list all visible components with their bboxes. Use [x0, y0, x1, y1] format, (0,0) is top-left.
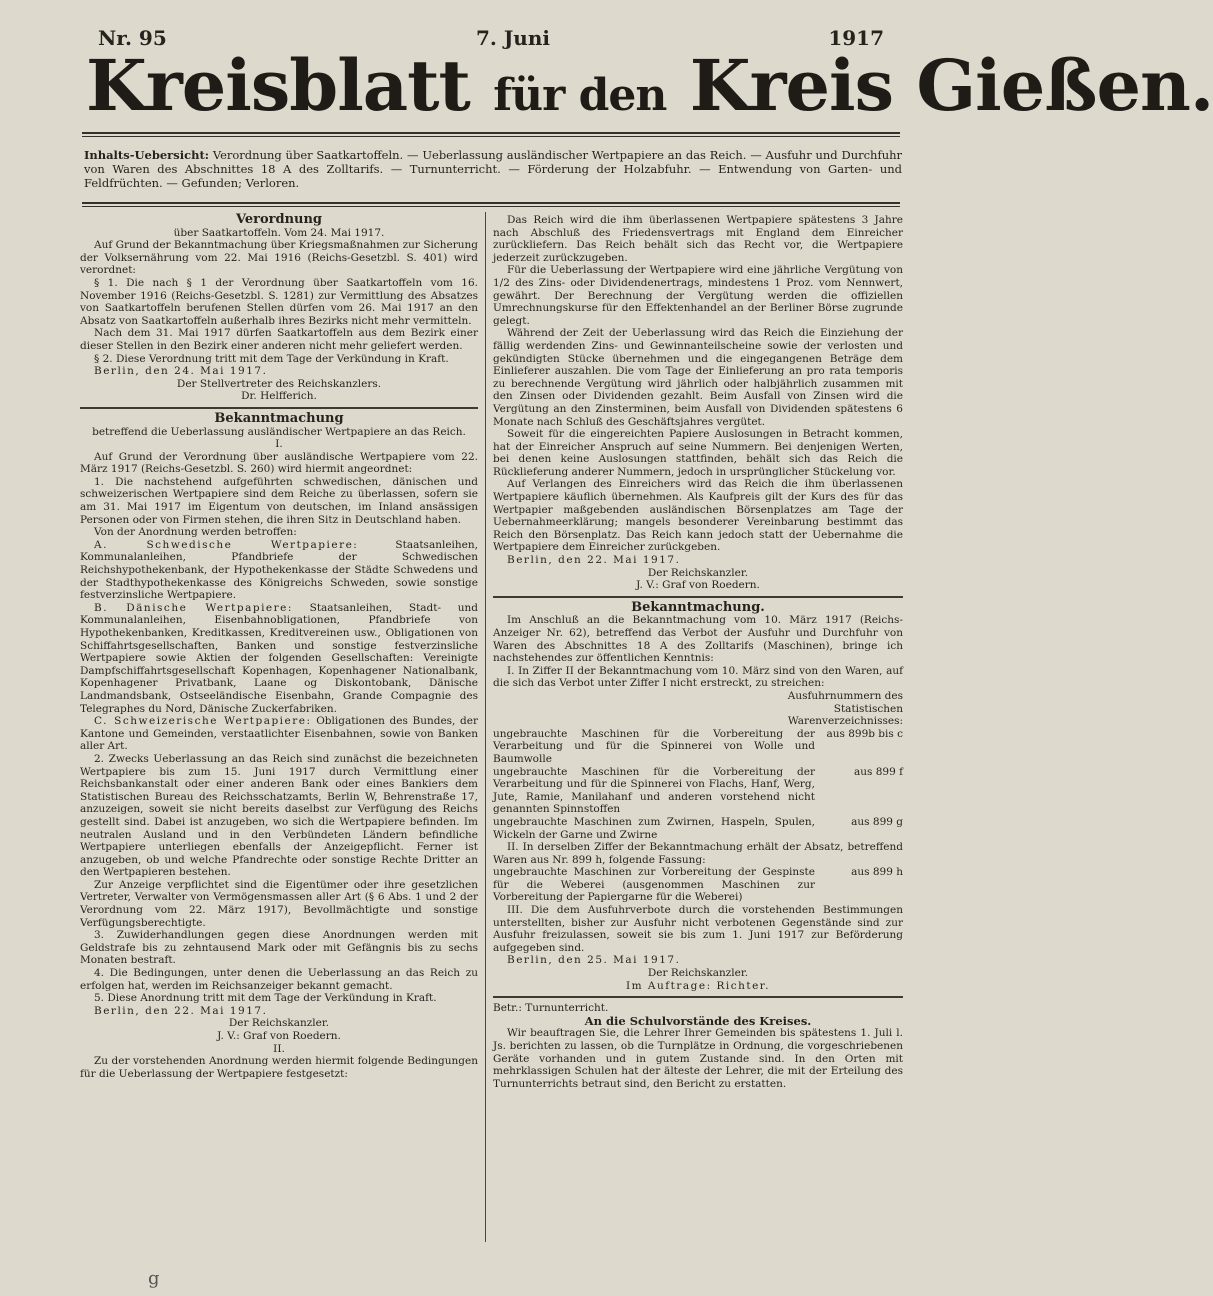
verordnung-title: Verordnung: [235, 212, 323, 227]
paragraph: Zur Anzeige verpflichtet sind die Eigentümer oder ihre gesetzlichen Vertreter, Verwalter von Vermögensmassen aller Art (§ 6 Abs. 1 und 2 der Verordnung vom 22. März 1917), Bevollmächtigte und sonstige Verfügungsberechtigte.: [80, 878, 478, 929]
bekanntmachung-title: Bekanntmachung: [214, 410, 344, 426]
paragraph: Auf Verlangen des Einreichers wird das Reich die ihm überlassenen Wertpapiere käuflich übernehmen. Als Kaufpreis gilt der Kurs des für das Wertpapier maßgebenden ausländischen Börsenplatzes am Tage der Uebernahmeerklärung; mangels besonderer Vereinbarung bestimmt das Reich den Börsenplatz. Das Reich kann jedoch statt der Uebernahme die Wertpapiere dem Einreicher zurückgeben.: [493, 478, 903, 554]
paragraph: Auf Grund der Verordnung über ausländische Wertpapiere vom 22. März 1917 (Reichs-Gesetzbl. S. 260) wird hiermit angeordnet:: [80, 450, 478, 476]
signature-title: Der Reichskanzler.: [228, 1017, 330, 1030]
toc-rule-thin: [82, 206, 900, 207]
paragraph: Von der Anordnung werden betroffen:: [94, 526, 297, 539]
paragraph: Nach dem 31. Mai 1917 dürfen Saatkartoffeln aus dem Bezirk einer dieser Stellen in den Bezirk einer anderen nicht mehr geliefert werden.: [80, 327, 478, 352]
paragraph: Wir beauftragen Sie, die Lehrer Ihrer Gemeinden bis spätestens 1. Juli l. Js. berichten zu lassen, ob die Turnplätze in Ordnung, die vorgeschriebenen Geräte vorhanden und in gutem Zustande sind. In den Orten mit mehrklassigen Schulen hat der älteste der Lehrer, die mit der Erteilung des Turnunterrichts betraut sind, den Bericht zu erstatten.: [493, 1027, 903, 1090]
toc-text: Verordnung über Saatkartoffeln. — Ueberlassung ausländischer Wertpapiere an das Reich. — Ausfuhr und Durchfuhr von Waren des Abschnittes 18 A des Zolltarifs. — Turnunterricht. — Förderung der Holzabfuhr. — Entwendung von Garten- und Feldfrüchten. — Gefunden; Verloren.: [84, 148, 903, 190]
paragraph: 4. Die Bedingungen, unter denen die Ueberlassung an das Reich zu erfolgen hat, werden im Reichsanzeiger bekannt gemacht.: [80, 967, 478, 992]
column-separator: [485, 212, 486, 1242]
place-date: Berlin, den 25. Mai 1917.: [507, 954, 681, 967]
signature-name: Im Auftrage: Richter.: [625, 979, 771, 992]
category-head: C. Schweizerische Wertpapiere:: [94, 715, 312, 728]
issue-number: Nr. 95: [98, 26, 167, 50]
bekanntmachung-subtitle: betreffend die Ueberlassung ausländischer Wertpapiere an das Reich.: [92, 425, 466, 438]
paragraph: A. Schwedische Wertpapiere: Staatsanleihen, Kommunalanleihen, Pfandbriefe der Schwedischen Reichshypothekenbank, der Hypothekenkasse der Städte Schwedens und der Stadthypothekenkasse des Königreichs Schweden, sowie sonstige festverzinsliche Wertpapiere.: [80, 538, 478, 602]
paragraph: Auf Grund der Bekanntmachung über Kriegsmaßnahmen zur Sicherung der Volksernährung vom 22. Mai 1916 (Reichs-Gesetzbl. S. 401) wird verordnet:: [80, 239, 478, 277]
place-date: Berlin, den 22. Mai 1917.: [94, 1004, 268, 1017]
section-divider: [493, 996, 903, 998]
left-column: [80, 214, 478, 1080]
section-divider: [80, 407, 478, 409]
paragraph: C. Schweizerische Wertpapiere: Obligationen des Bundes, der Kantone und Gemeinden, verstaatlichter Eisenbahnen, sowie von Banken aller Art.: [80, 715, 479, 753]
paragraph: II. In derselben Ziffer der Bekanntmachung erhält der Absatz, betreffend Waren aus Nr. 899 h, folgende Fassung:: [493, 841, 903, 866]
paragraph: Im Anschluß an die Bekanntmachung vom 10. März 1917 (Reichs-Anzeiger Nr. 62), betreffend das Verbot der Ausfuhr und Durchfuhr von Waren des Abschnittes 18 A des Zolltarifs (Maschinen), bringe ich nachstehendes zur öffentlichen Kenntnis:: [493, 614, 903, 665]
signature-title: Der Stellvertreter des Reichskanzlers.: [176, 377, 382, 390]
toc-label: Inhalts-Uebersicht:: [84, 148, 210, 162]
paragraph: § 1. Die nach § 1 der Verordnung über Saatkartoffeln vom 16. November 1916 (Reichs-Gesetzbl. S. 1281) zur Vermittlung des Absatzes von Saatkartoffeln berufenen Stellen dürfen vom 26. Mai 1917 an den Absatz von Saatkartoffeln außerhalb ihres Bezirks nicht mehr vermitteln.: [80, 276, 478, 327]
table-of-contents: [84, 148, 902, 190]
toc-rule: [82, 202, 900, 204]
masthead-rule-thin: [82, 136, 900, 137]
paragraph: Zu der vorstehenden Anordnung werden hiermit folgende Bedingungen für die Ueberlassung der Wertpapiere festgesetzt:: [80, 1055, 478, 1080]
paragraph: Das Reich wird die ihm überlassenen Wertpapiere spätestens 3 Jahre nach Abschluß des Friedensvertrags mit England dem Einreicher zurückliefern. Das Reich behält sich das Recht vor, die Wertpapiere jederzeit zurückzugeben.: [493, 214, 903, 264]
subject-line: Betr.: Turnunterricht.: [493, 1002, 609, 1015]
page-mark: g: [148, 1268, 160, 1289]
section-divider: [493, 596, 903, 598]
table-column-header: Ausfuhrnummern des Statistischen Warenverzeichnisses:: [787, 689, 903, 728]
issue-year: 1917: [828, 26, 884, 50]
paragraph: Soweit für die eingereichten Papiere Auslosungen in Betracht kommen, hat der Einreicher Anspruch auf seine Nummern. Bei denjenigen Werten, bei denen keine Auslosungen stattfinden, behält sich das Reich die Rücklieferung anderer Nummern, jedoch in ursprünglicher Stückelung vor.: [493, 428, 903, 478]
turnunterricht-title: An die Schulvorstände des Kreises.: [584, 1013, 812, 1028]
right-column: [493, 214, 903, 1090]
signature-name: Dr. Helfferich.: [241, 390, 317, 403]
paragraph: 2. Zwecks Ueberlassung an das Reich sind zunächst die bezeichneten Wertpapiere bis zum 15. Juni 1917 durch Vermittlung einer Reichsbankanstalt oder einer anderen Bank oder eines Bankiers dem Statistischen Bureau des Reichsschatzamts, Berlin W, Behrenstraße 17, anzuzeigen, soweit sie nicht bereits daselbst zur Verfügung des Reichs gestellt sind. Dabei ist anzugeben, wo sich die Wertpapiere befinden. Im neutralen Ausland und in den Verbündeten Ländern befindliche Wertpapiere unterliegen ebenfalls der Anzeigepflicht. Ferner ist anzugeben, ob und welche Pfandrechte oder sonstige Rechte Dritter an den Wertpapieren bestehen.: [80, 752, 478, 879]
paragraph: Für die Ueberlassung der Wertpapiere wird eine jährliche Vergütung von 1/2 des Zins- oder Dividendenertrags, mindestens 1 Proz. vom Nennwert, gewährt. Der Berechnung der Vergütung werden die offiziellen Umrechnungskurse für den Effektenhandel an der Berliner Börse zugrunde gelegt.: [493, 264, 903, 327]
table-row: ungebrauchte Maschinen für die Vorbereitung der Verarbeitung und für die Spinnerei von Flachs, Hanf, Werg, Jute, Ramie, Manilahanf und anderen vorstehend nicht genannten Spinnstoffen aus 899 f: [493, 765, 903, 816]
place-date: Berlin, den 24. Mai 1917.: [94, 365, 268, 378]
issue-date: 7. Juni: [476, 26, 550, 50]
roman-numeral: I.: [275, 438, 283, 451]
paragraph: Während der Zeit der Ueberlassung wird das Reich die Einziehung der fällig werdenden Zins- und Gewinnanteilscheine sowie der verlosten und gekündigten Stücke übernehmen und die eingegangenen Beträge dem Einlieferer auszahlen. Die vom Tage der Einlieferung an pro rata temporis zu berechnende Vergütung wird jährlich oder halbjährlich zusammen mit den Zinsen oder Dividenden gezahlt. Beim Ausfall von Zinsen wird die Vergütung an den Zinsterminen, beim Ausfall von Dividenden spätestens 6 Monate nach Schluß des Geschäftsjahres vergütet.: [493, 327, 903, 428]
verordnung-subtitle: über Saatkartoffeln. Vom 24. Mai 1917.: [173, 226, 385, 239]
bekanntmachung-title: Bekanntmachung.: [631, 599, 765, 615]
signature-name: J. V.: Graf von Roedern.: [636, 579, 760, 592]
signature-title: Der Reichskanzler.: [647, 566, 749, 579]
paragraph: 5. Diese Anordnung tritt mit dem Tage der Verkündung in Kraft.: [94, 992, 437, 1005]
table-row: ungebrauchte Maschinen zum Zwirnen, Haspeln, Spulen, Wickeln der Garne und Zwirne aus 899 g: [493, 815, 903, 841]
category-head: B. Dänische Wertpapiere:: [94, 601, 293, 614]
paragraph: 3. Zuwiderhandlungen gegen diese Anordnungen werden mit Geldstrafe bis zu zehntausend Mark oder mit Gefängnis bis zu sechs Monaten bestraft.: [80, 929, 478, 967]
paragraph: B. Dänische Wertpapiere: Staatsanleihen, Stadt- und Kommunalanleihen, Eisenbahnobligationen, Pfandbriefe von Hypothekenbanken, Kreditkassen, Kreditvereinen usw., Obligationen von Schiffahrtsgesellschaften, Banken und sonstige festverzinsliche Wertpapiere sowie Aktien der folgenden Gesellschaften: Vereinigte Dampfschiffahrtsgesellschaft Kopenhagen, Kopenhagener Nationalbank, Kopenhagener Privatbank, Laane og Diskontobank, Dänische Landmandsbank, Ostseeländische Eisenbahn, Grande Compagnie des Telegraphes du Nord, Dänische Zuckerfabriken.: [80, 601, 478, 715]
masthead-rule: [82, 132, 900, 134]
paragraph: 1. Die nachstehend aufgeführten schwedischen, dänischen und schweizerischen Wertpapiere sind dem Reiche zu überlassen, sofern sie am 31. Mai 1917 im Eigentum von deutschen, im Inland ansässigen Personen oder von Firmen stehen, die ihren Sitz in Deutschland haben.: [80, 475, 478, 526]
paragraph: III. Die dem Ausfuhrverbote durch die vorstehenden Bestimmungen unterstellten, bisher zur Ausfuhr nicht verbotenen Gegenstände sind zur Ausfuhr freizulassen, soweit sie bis zum 1. Juni 1917 zur Beförderung aufgegeben sind.: [493, 904, 903, 954]
masthead-title: Kreisblatt für den Kreis Gießen.: [86, 44, 1213, 127]
table-row: ungebrauchte Maschinen zur Vorbereitung der Gespinste für die Weberei (ausgenommen Maschinen zur Vorbereitung der Papiergarne für die Weberei) aus 899 h: [493, 866, 903, 904]
signature-name: J. V.: Graf von Roedern.: [217, 1030, 341, 1042]
roman-numeral: II.: [273, 1042, 285, 1055]
place-date: Berlin, den 22. Mai 1917.: [507, 554, 681, 567]
paragraph: I. In Ziffer II der Bekanntmachung vom 10. März sind von den Waren, auf die sich das Verbot unter Ziffer I nicht erstreckt, zu streichen:: [493, 664, 903, 690]
table-row: ungebrauchte Maschinen für die Vorbereitung der Verarbeitung und für die Spinnerei von Wolle und Baumwolle aus 899b bis c: [493, 727, 903, 765]
paragraph: § 2. Diese Verordnung tritt mit dem Tage der Verkündung in Kraft.: [94, 352, 449, 365]
signature-title: Der Reichskanzler.: [647, 967, 749, 980]
category-head: A. Schwedische Wertpapiere:: [94, 538, 359, 551]
